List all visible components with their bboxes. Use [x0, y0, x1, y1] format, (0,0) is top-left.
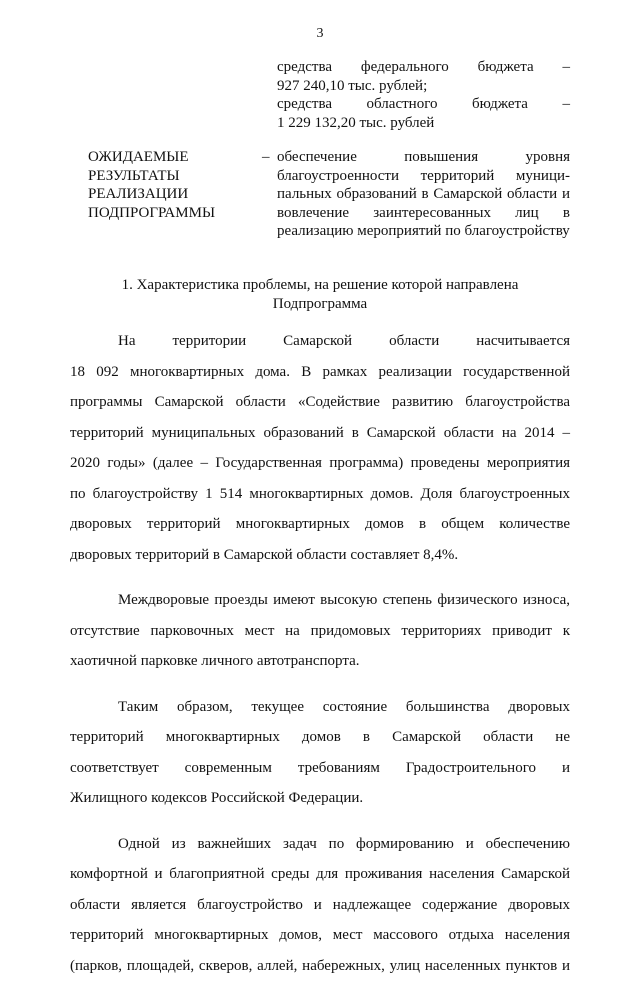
label-line: РЕЗУЛЬТАТЫ: [88, 167, 180, 184]
text-line: дворовых территорий многоквартирных домов в общем количестве: [70, 516, 570, 532]
text-line: Таким образом, текущее состояние большинства дворовых: [118, 698, 570, 715]
expected-results-label: [88, 148, 248, 222]
text-line: хаотичной парковке личного автотранспорта.: [70, 653, 360, 669]
text-line: обеспечение повышения уровня: [277, 149, 570, 165]
label-line: ПОДПРОГРАММЫ: [88, 204, 216, 221]
text-line: Одной из важнейших задач по формированию и обеспечению: [118, 835, 570, 852]
text-line: вовлечение заинтересованных лиц в: [277, 204, 570, 221]
regional-budget-line: средства областного бюджета –: [277, 96, 570, 112]
text-line: Междворовые проезды имеют высокую степень физического износа,: [118, 592, 570, 608]
text-line: На территории Самарской области насчитывается: [118, 333, 570, 349]
funding-block: [277, 58, 570, 132]
paragraph: [70, 585, 570, 677]
section-heading: [70, 276, 570, 313]
paragraph: [70, 692, 570, 814]
text-line: благоустроенности территорий муници-: [277, 167, 570, 184]
section-title-line1: 1. Характеристика проблемы, на решение которой направлена: [121, 277, 519, 293]
regional-budget-amount: 1 229 132,20 тыс. рублей: [277, 114, 435, 131]
text-line: дворовых территорий в Самарской области составляет 8,4%.: [70, 546, 459, 563]
text-line: по благоустройству 1 514 многоквартирных домов. Доля благоустроенных: [70, 485, 570, 502]
text-line: отсутствие парковочных мест на придомовых территориях приводит к: [70, 622, 570, 639]
text-line: пальных образований в Самарской области и: [277, 186, 570, 202]
text-line: соответствует современным требованиям Градостроительного и: [70, 759, 570, 776]
page-number: 3: [316, 26, 324, 41]
text-line: реализацию мероприятий по благоустройству: [277, 223, 570, 239]
text-line: территорий многоквартирных домов в Самарской области не: [70, 729, 570, 745]
federal-budget-line: средства федерального бюджета –: [277, 59, 570, 75]
text-line: территорий муниципальных образований в Самарской области на 2014 –: [70, 424, 570, 441]
expected-results-text: [277, 148, 570, 241]
label-line: РЕАЛИЗАЦИИ: [88, 186, 189, 202]
text-line: 2020 годы» (далее – Государственная программа) проведены мероприятия: [70, 455, 570, 471]
text-line: Жилищного кодексов Российской Федерации.: [70, 790, 364, 806]
text-line: области является благоустройство и надлежащее содержание дворовых: [70, 896, 570, 913]
text-line: территорий многоквартирных домов, мест массового отдыха населения: [70, 927, 570, 943]
body-text: [70, 326, 570, 996]
label-line: ОЖИДАЕМЫЕ: [88, 149, 189, 165]
text-line: 18 092 многоквартирных дома. В рамках реализации государственной: [70, 363, 570, 380]
text-line: программы Самарской области «Содействие развитию благоустройства: [70, 394, 570, 410]
separator-dash: –: [262, 149, 270, 165]
federal-budget-amount: 927 240,10 тыс. рублей;: [277, 77, 428, 94]
paragraph: [70, 326, 570, 570]
section-title-line2: Подпрограмма: [272, 295, 368, 312]
text-line: комфортной и благоприятной среды для проживания населения Самарской: [70, 866, 570, 882]
text-line: (парков, площадей, скверов, аллей, набережных, улиц населенных пунктов и: [70, 957, 570, 974]
